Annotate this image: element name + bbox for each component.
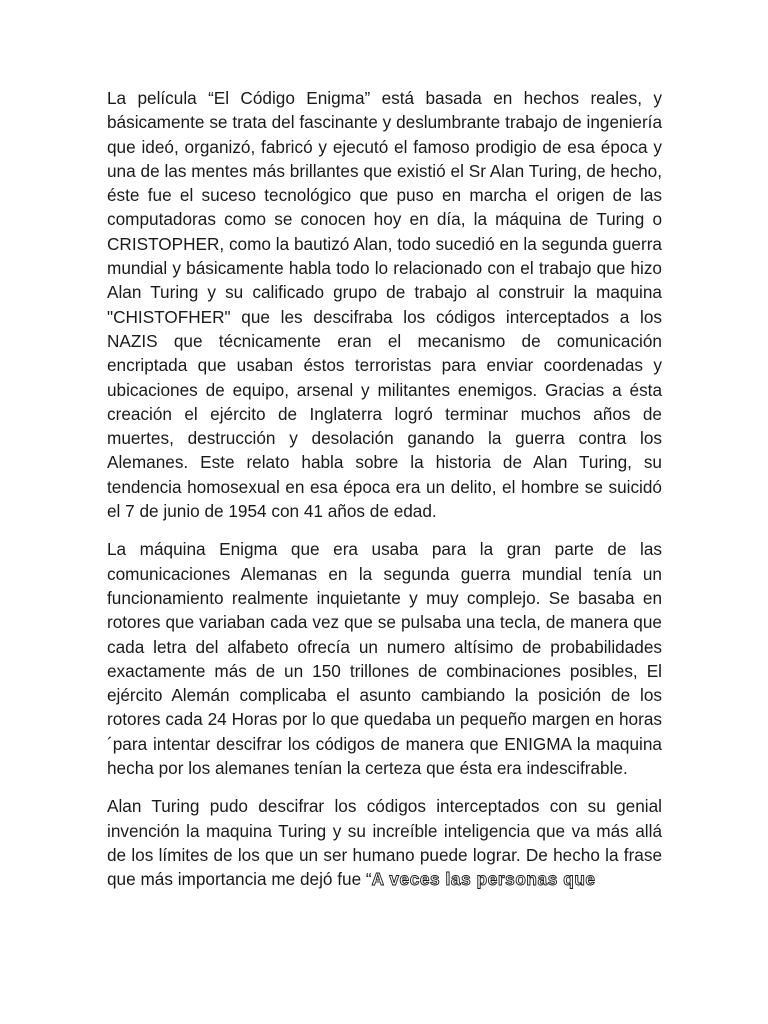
paragraph-3 xyxy=(107,794,662,891)
paragraph-2: La máquina Enigma que era usaba para la gran parte de las comunicaciones Alemanas en la segunda guerra mundial tenía un funcionamiento realmente inquietante y muy complejo. Se basaba en rotores que variaban cada vez que se pulsaba una tecla, de manera que cada letra del alfabeto ofrecía un numero altísimo de probabilidades exactamente más de un 150 trillones de combinaciones posibles, El ejército Alemán complicaba el asunto cambiando la posición de los rotores cada 24 Horas por lo que quedaba un pequeño margen en horas ´para intentar descifrar los códigos de manera que ENIGMA la maquina hecha por los alemanes tenían la certeza que ésta era indescifrable. xyxy=(107,539,662,779)
paragraph-3-text: Alan Turing pudo descifrar los códigos interceptados con su genial invención la maquina Turing y su increíble inteligencia que va más allá de los límites de los que un ser humano puede lograr. De hecho la frase que más importancia me dejó fue “ xyxy=(107,796,662,890)
outlined-quote: A veces las personas que xyxy=(371,869,596,890)
paragraph-1: La película “El Código Enigma” está basada en hechos reales, y básicamente se trata del fascinante y deslumbrante trabajo de ingeniería que ideó, organizó, fabricó y ejecutó el famoso prodigio de esa época y una de las mentes más brillantes que existió el Sr Alan Turing, de hecho, éste fue el suceso tecnológico que puso en marcha el origen de las computadoras como se conocen hoy en día, la máquina de Turing o CRISTOPHER, como la bautizó Alan, todo sucedió en la segunda guerra mundial y básicamente habla todo lo relacionado con el trabajo que hizo Alan Turing y su calificado grupo de trabajo al construir la maquina "CHISTOFHER" que les descifraba los códigos interceptados a los NAZIS que técnicamente eran el mecanismo de comunicación encriptada que usaban éstos terroristas para enviar coordenadas y ubicaciones de equipo, arsenal y militantes enemigos. Gracias a ésta creación el ejército de Inglaterra logró terminar muchos años de muertes, destrucción y desolación ganando la guerra contra los Alemanes. Este relato habla sobre la historia de Alan Turing, su tendencia homosexual en esa época era un delito, el hombre se suicidó el 7 de junio de 1954 con 41 años de edad. xyxy=(107,88,662,522)
